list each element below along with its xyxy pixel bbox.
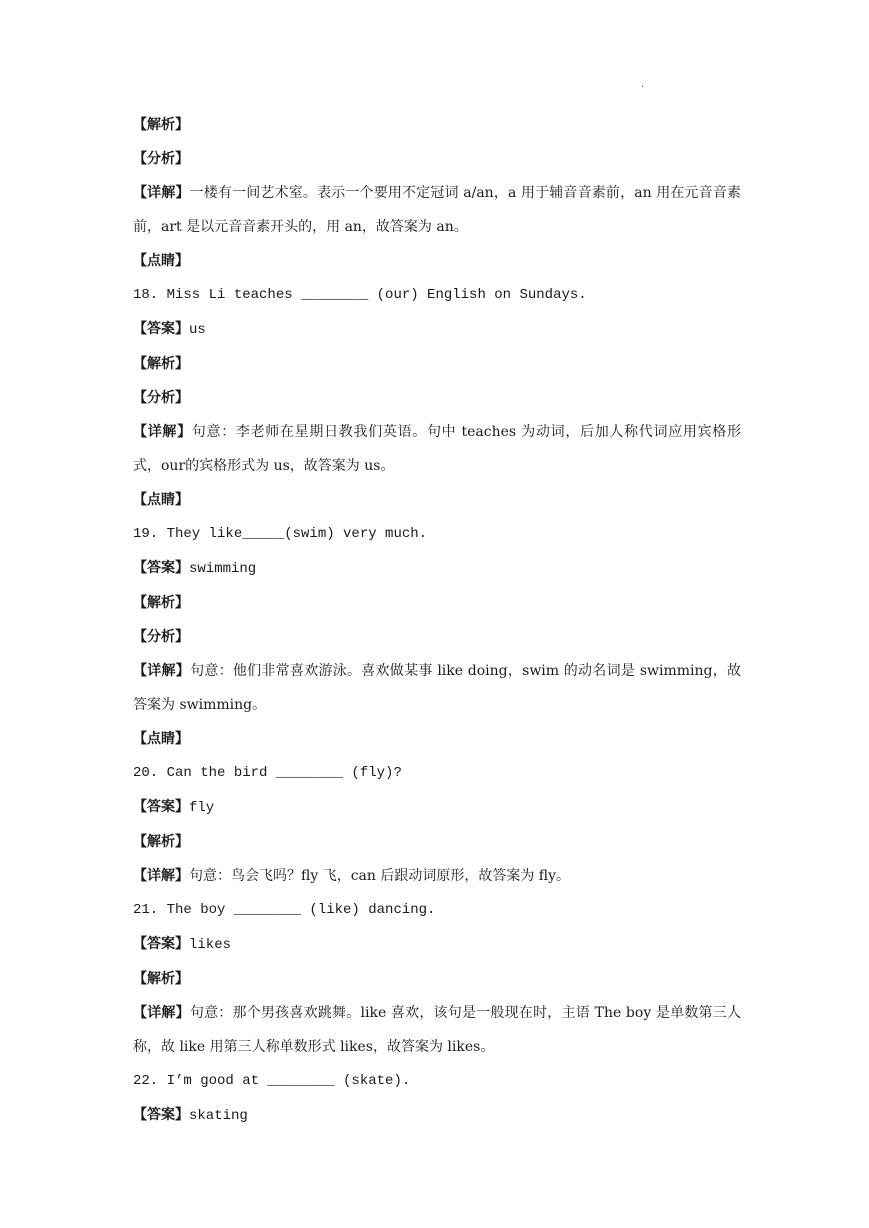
q18-detail — [133, 415, 741, 483]
analysis-tag: 【解析】 — [133, 117, 189, 133]
q17-analysis — [133, 108, 741, 142]
q19-analysis — [133, 586, 741, 620]
highlight-tag: 【点睛】 — [133, 253, 189, 269]
answer-content — [133, 108, 741, 1133]
q20-answer — [133, 790, 741, 825]
highlight-tag: 【点睛】 — [133, 492, 189, 508]
q22-answer-text: skating — [189, 1108, 248, 1124]
detail-tag: 【详解】 — [133, 185, 190, 201]
answer-tag: 【答案】 — [133, 799, 189, 815]
q17-detail-text: 一楼有一间艺术室。表示一个要用不定冠词 a/an，a 用于辅音音素前，an 用在元音音素前，art 是以元音音素开头的，用 an，故答案为 an。 — [133, 185, 741, 235]
q18-answer — [133, 312, 741, 347]
q21-analysis — [133, 962, 741, 996]
analysis-tag: 【解析】 — [133, 971, 189, 987]
q22-answer — [133, 1098, 741, 1133]
breakdown-tag: 【分析】 — [133, 390, 189, 406]
detail-tag: 【详解】 — [133, 1005, 190, 1021]
q19-breakdown — [133, 620, 741, 654]
q20-question: 20. Can the bird ________ (fly)? — [133, 765, 402, 781]
analysis-tag: 【解析】 — [133, 834, 189, 850]
q19-answer-text: swimming — [189, 561, 257, 577]
q19-detail — [133, 654, 741, 722]
q18-highlight — [133, 483, 741, 517]
q18-detail-text: 句意：李老师在星期日教我们英语。句中 teaches 为动词，后加人称代词应用宾格形式，our的宾格形式为 us，故答案为 us。 — [133, 424, 742, 474]
q20-analysis — [133, 825, 741, 859]
q19-question: 19. They like_____(swim) very much. — [133, 526, 428, 542]
q17-detail — [133, 176, 741, 244]
analysis-tag: 【解析】 — [133, 356, 189, 372]
q22-question: 22. I’m good at ________ (skate). — [133, 1073, 411, 1089]
q19-detail-text: 句意：他们非常喜欢游泳。喜欢做某事 like doing，swim 的动名词是 swimming，故答案为 swimming。 — [133, 663, 742, 713]
q18-question: 18. Miss Li teaches ________ (our) English on Sundays. — [133, 287, 587, 303]
q21-answer — [133, 927, 741, 962]
q17-breakdown — [133, 142, 741, 176]
answer-tag: 【答案】 — [133, 1107, 189, 1123]
q20-answer-text: fly — [189, 800, 215, 816]
breakdown-tag: 【分析】 — [133, 629, 189, 645]
q18-answer-text: us — [189, 322, 206, 338]
q21-detail-text: 句意：那个男孩喜欢跳舞。like 喜欢，该句是一般现在时，主语 The boy 是单数第三人称，故 like 用第三人称单数形式 likes，故答案为 likes。 — [133, 1005, 741, 1055]
detail-tag: 【详解】 — [133, 663, 191, 679]
q18-analysis — [133, 347, 741, 381]
q21-detail — [133, 996, 741, 1064]
q20-detail — [133, 859, 741, 893]
answer-tag: 【答案】 — [133, 936, 189, 952]
q21-answer-text: likes — [189, 937, 232, 953]
detail-tag: 【详解】 — [133, 424, 192, 440]
answer-tag: 【答案】 — [133, 321, 189, 337]
q21-question: 21. The boy ________ (like) dancing. — [133, 902, 436, 918]
q18-breakdown — [133, 381, 741, 415]
q17-highlight — [133, 244, 741, 278]
answer-tag: 【答案】 — [133, 560, 189, 576]
q20-detail-text: 句意：鸟会飞吗？fly 飞，can 后跟动词原形，故答案为 fly。 — [189, 868, 571, 884]
highlight-tag: 【点睛】 — [133, 731, 189, 747]
analysis-tag: 【解析】 — [133, 595, 189, 611]
header-dot: · — [641, 82, 645, 93]
breakdown-tag: 【分析】 — [133, 151, 189, 167]
q19-highlight — [133, 722, 741, 756]
detail-tag: 【详解】 — [133, 868, 189, 884]
q19-answer — [133, 551, 741, 586]
